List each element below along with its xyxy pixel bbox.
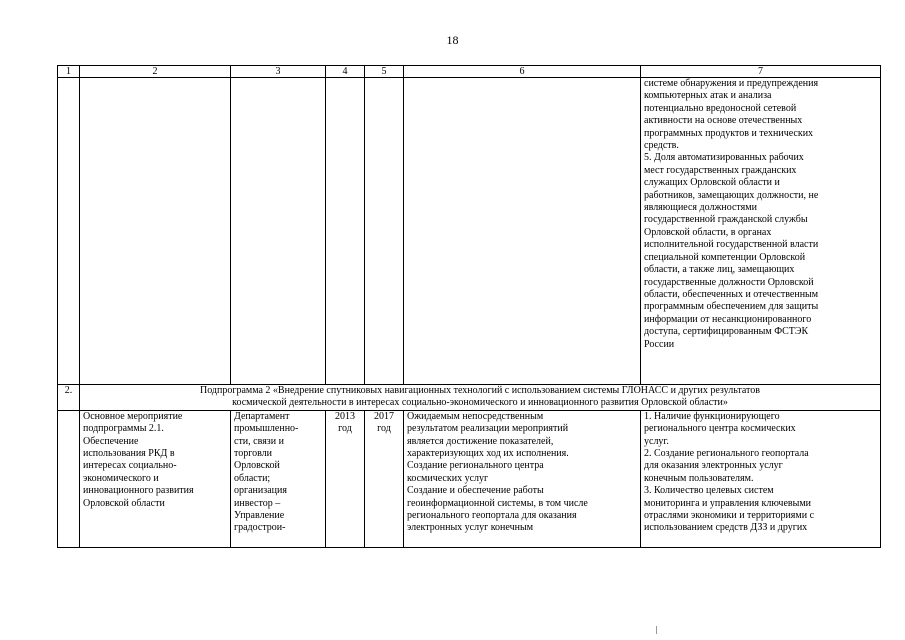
table-row-continued xyxy=(58,78,881,385)
cell-r1-c3 xyxy=(231,78,326,385)
subprogram-row xyxy=(58,385,881,411)
cell-r3-c1 xyxy=(58,410,80,547)
cell-r1-c7-indicators: системе обнаружения и предупреждения компьютерных атак и анализа потенциально вредоносной сетевой активности на основе отечественных программных продуктов и технических средств. 5. Доля автоматизированных рабочих мест государственных гражданских служащих Орловской области и работников, замещающих должности, не являющиеся должностями государственной гражданской службы Орловской области, в органах исполнительной государственной власти специальной компетенции Орловской области, а также лиц, замещающих государственные должности Орловской области, обеспеченных и отечественным программным обеспечением для защиты информации от несанкционированного доступа, сертифицированным ФСТЭК России xyxy=(641,78,881,385)
column-header-1: 1 xyxy=(58,66,80,78)
cell-r1-c1 xyxy=(58,78,80,385)
cell-r3-c3-executor: Департамент промышленно- сти, связи и торговли Орловской области; организация инвестор – Управление градострои- xyxy=(231,410,326,547)
cell-r1-c6 xyxy=(404,78,641,385)
scan-artifact-mark xyxy=(656,626,657,634)
cell-r3-c4-start-year: 2013 год xyxy=(326,410,365,547)
cell-r3-c6-expected-result: Ожидаемым непосредственным результатом реализации мероприятий является достижение показателей, характеризующих ход их исполнения. Создание регионального центра космических услуг Создание и обеспечение работы геоинформационной системы, в том числе регионального геопортала для оказания электронных услуг конечным xyxy=(404,410,641,547)
cell-r1-c5 xyxy=(365,78,404,385)
cell-r3-c7-indicators: 1. Наличие функционирующего регионального центра космических услуг. 2. Создание регионального геопортала для оказания электронных услуг конечным пользователям. 3. Количество целевых систем мониторинга и управления ключевыми отраслями экономики и территориями с использованием средств ДЗЗ и других xyxy=(641,410,881,547)
cell-r1-c2 xyxy=(80,78,231,385)
subprogram-title: Подпрограмма 2 «Внедрение спутниковых навигационных технологий с использованием системы ГЛОНАСС и других результатов космической деятельности в интересах социально-экономического и инновационного развития Орловской области» xyxy=(80,385,881,411)
column-header-2: 2 xyxy=(80,66,231,78)
column-header-4: 4 xyxy=(326,66,365,78)
column-number-header-row xyxy=(58,66,881,78)
cell-r1-c4 xyxy=(326,78,365,385)
column-header-3: 3 xyxy=(231,66,326,78)
cell-r3-c5-end-year: 2017 год xyxy=(365,410,404,547)
column-header-7: 7 xyxy=(641,66,881,78)
column-header-6: 6 xyxy=(404,66,641,78)
column-header-5: 5 xyxy=(365,66,404,78)
document-table xyxy=(57,65,881,548)
page-number: 18 xyxy=(446,33,459,47)
table-row-main-activity xyxy=(58,410,881,547)
subprogram-number: 2. xyxy=(58,385,80,411)
cell-r3-c2-activity: Основное мероприятие подпрограммы 2.1. Обеспечение использования РКД в интересах социально- экономического и инновационного развития Орловской области xyxy=(80,410,231,547)
